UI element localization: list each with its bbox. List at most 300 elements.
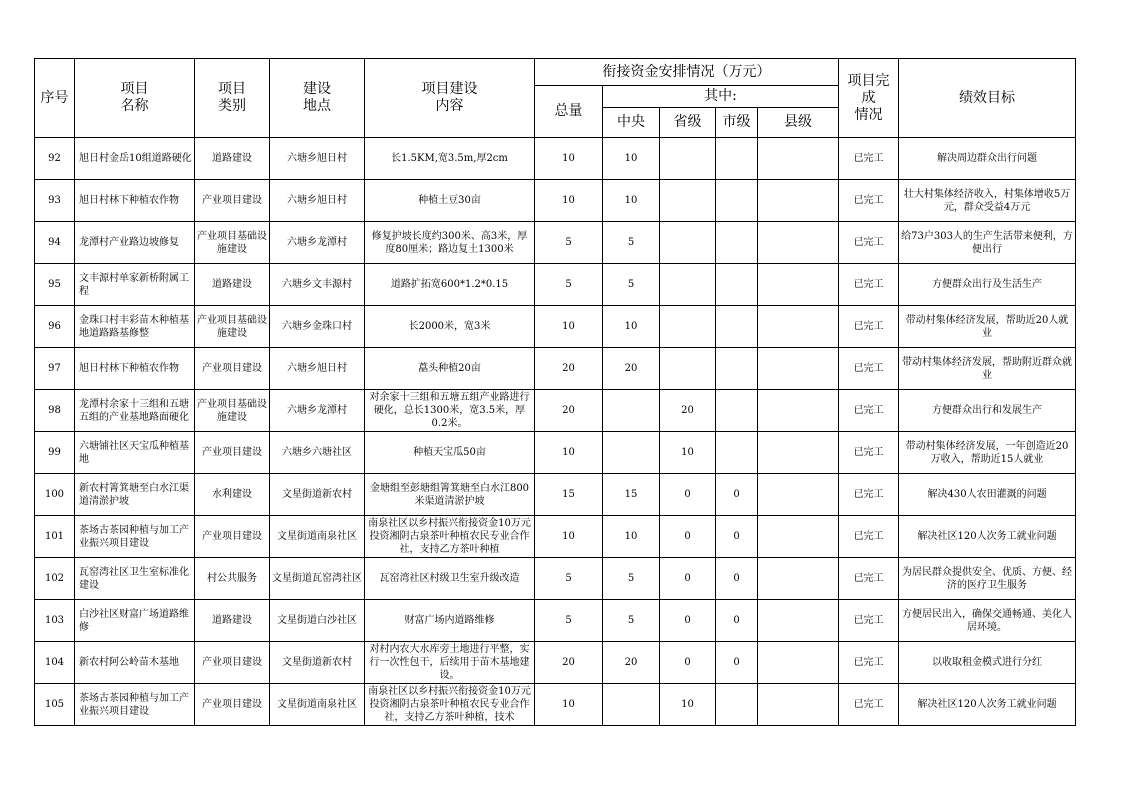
cell-type <box>195 516 270 558</box>
cell-type-text: 产业项目建设 <box>202 363 262 374</box>
cell-status-text: 已完工 <box>853 531 884 542</box>
cell-province <box>660 390 716 432</box>
cell-location-text: 六塘乡旭日村 <box>287 363 347 374</box>
cell-status-text: 已完工 <box>853 321 884 332</box>
cell-content-text: 种植土豆30亩 <box>418 195 481 206</box>
cell-name-text: 旭日村金岳10组道路硬化 <box>79 153 192 164</box>
cell-location <box>270 222 365 264</box>
table-row <box>35 474 1076 516</box>
cell-total-text: 20 <box>562 657 575 668</box>
cell-status <box>839 600 899 642</box>
cell-central <box>603 180 660 222</box>
cell-total-text: 5 <box>565 237 572 248</box>
cell-seq-text: 105 <box>44 699 65 710</box>
cell-central <box>603 684 660 726</box>
cell-content-text: 修复护坡长度约300米、高3米，厚度80厘米；路边复土1300米 <box>371 230 528 255</box>
cell-total-text: 10 <box>562 699 575 710</box>
table-row <box>35 432 1076 474</box>
cell-seq <box>35 516 75 558</box>
cell-type-text: 产业项目基础设施建设 <box>197 230 267 255</box>
cell-status <box>839 432 899 474</box>
cell-seq <box>35 600 75 642</box>
cell-location <box>270 642 365 684</box>
cell-goal <box>899 642 1076 684</box>
cell-goal <box>899 684 1076 726</box>
cell-goal-text: 解决社区120人次务工就业问题 <box>917 531 1057 542</box>
cell-location-text: 六塘乡文丰源村 <box>282 279 352 290</box>
cell-province <box>660 558 716 600</box>
cell-content <box>365 306 535 348</box>
cell-seq-text: 98 <box>48 405 61 416</box>
cell-type-text: 产业项目建设 <box>202 195 262 206</box>
cell-total <box>535 348 603 390</box>
cell-name <box>75 222 195 264</box>
cell-name <box>75 264 195 306</box>
cell-type <box>195 180 270 222</box>
cell-goal <box>899 264 1076 306</box>
cell-central <box>603 138 660 180</box>
header-city: 市级 <box>716 108 758 138</box>
cell-county <box>758 516 839 558</box>
cell-content-text: 长1.5KM,宽3.5m,厚2cm <box>391 153 508 164</box>
cell-content <box>365 558 535 600</box>
cell-name-text: 龙潭村余家十三组和五塘五组的产业基地路面硬化 <box>79 398 189 423</box>
cell-central <box>603 474 660 516</box>
cell-status <box>839 138 899 180</box>
cell-goal <box>899 600 1076 642</box>
header-province: 省级 <box>660 108 716 138</box>
cell-county <box>758 222 839 264</box>
cell-status-text: 已完工 <box>853 279 884 290</box>
cell-content <box>365 222 535 264</box>
cell-location-text: 文星街道新农村 <box>282 489 352 500</box>
table-row <box>35 138 1076 180</box>
cell-province <box>660 642 716 684</box>
cell-status <box>839 306 899 348</box>
cell-type <box>195 264 270 306</box>
cell-total <box>535 180 603 222</box>
cell-content <box>365 474 535 516</box>
cell-central-text: 10 <box>624 321 638 332</box>
cell-county <box>758 348 839 390</box>
cell-seq <box>35 264 75 306</box>
cell-type <box>195 348 270 390</box>
cell-location-text: 文星街道南泉社区 <box>277 699 357 710</box>
cell-total-text: 5 <box>565 279 572 290</box>
cell-county <box>758 684 839 726</box>
cell-type-text: 道路建设 <box>212 615 252 626</box>
cell-status-text: 已完工 <box>853 699 884 710</box>
cell-goal-text: 解决430人农田灌溉的问题 <box>927 489 1047 500</box>
cell-content-text: 瓦窑湾社区村级卫生室升级改造 <box>379 573 520 584</box>
cell-location-text: 六塘乡龙潭村 <box>287 405 347 416</box>
cell-name <box>75 138 195 180</box>
project-table <box>34 58 1076 726</box>
cell-content <box>365 390 535 432</box>
cell-central-text: 5 <box>627 573 635 584</box>
cell-goal-text: 带动村集体经济发展，一年创造近20万收入，帮助近15人就业 <box>905 440 1069 465</box>
cell-status-text: 已完工 <box>853 153 884 164</box>
cell-central <box>603 348 660 390</box>
cell-seq <box>35 138 75 180</box>
cell-city <box>716 558 758 600</box>
cell-central-text: 20 <box>624 657 638 668</box>
cell-central <box>603 642 660 684</box>
cell-county <box>758 642 839 684</box>
cell-central-text: 5 <box>627 279 635 290</box>
cell-total <box>535 264 603 306</box>
cell-county <box>758 264 839 306</box>
cell-content-text: 金塘组至彭塘组箐箕塘至白水江800米渠道清淤护坡 <box>369 482 530 507</box>
cell-province-text: 0 <box>684 615 691 626</box>
cell-county <box>758 306 839 348</box>
cell-seq <box>35 222 75 264</box>
cell-central <box>603 432 660 474</box>
cell-status-text: 已完工 <box>853 657 884 668</box>
cell-central <box>603 222 660 264</box>
cell-name-text: 文丰源村单家新桥附属工程 <box>79 272 189 297</box>
cell-status-text: 已完工 <box>853 195 884 206</box>
cell-name-text: 茶场古茶园种植与加工产业振兴项目建设 <box>79 692 189 717</box>
cell-status-text: 已完工 <box>853 489 884 500</box>
cell-total-text: 20 <box>562 363 575 374</box>
cell-central <box>603 600 660 642</box>
cell-type-text: 产业项目建设 <box>202 447 262 458</box>
cell-name <box>75 684 195 726</box>
cell-total <box>535 600 603 642</box>
cell-name <box>75 390 195 432</box>
cell-total <box>535 642 603 684</box>
cell-location <box>270 474 365 516</box>
table-header <box>35 59 1076 138</box>
cell-province-text: 10 <box>681 699 694 710</box>
cell-goal-text: 以收取租金模式进行分红 <box>932 657 1043 668</box>
table-row <box>35 222 1076 264</box>
cell-city <box>716 474 758 516</box>
cell-content <box>365 642 535 684</box>
cell-goal-text: 给73户303人的生产生活带来便利，方便出行 <box>901 230 1073 255</box>
table-row <box>35 390 1076 432</box>
cell-content-text: 种植天宝瓜50亩 <box>413 447 486 458</box>
cell-status <box>839 642 899 684</box>
header-type: 项目 类别 <box>195 59 270 138</box>
cell-goal <box>899 390 1076 432</box>
cell-location <box>270 516 365 558</box>
cell-goal-text: 带动村集体经济发展，帮助近20人就业 <box>905 314 1069 339</box>
cell-goal <box>899 222 1076 264</box>
cell-total-text: 10 <box>562 321 575 332</box>
cell-province <box>660 600 716 642</box>
cell-location-text: 文星街道新农村 <box>282 657 352 668</box>
cell-seq-text: 95 <box>48 279 61 290</box>
cell-city <box>716 432 758 474</box>
cell-content <box>365 516 535 558</box>
cell-location-text: 六塘乡龙潭村 <box>287 237 347 248</box>
cell-total <box>535 516 603 558</box>
cell-city-text: 0 <box>733 489 740 500</box>
cell-city <box>716 348 758 390</box>
cell-seq-text: 101 <box>44 531 65 542</box>
cell-central <box>603 558 660 600</box>
cell-location <box>270 264 365 306</box>
cell-name <box>75 600 195 642</box>
cell-seq <box>35 348 75 390</box>
cell-status <box>839 390 899 432</box>
cell-name-text: 旭日村林下种植农作物 <box>79 363 179 374</box>
cell-county <box>758 138 839 180</box>
cell-seq-text: 104 <box>44 657 65 668</box>
cell-name-text: 瓦窑湾社区卫生室标准化建设 <box>79 566 189 591</box>
cell-status <box>839 474 899 516</box>
cell-goal <box>899 180 1076 222</box>
cell-name-text: 茶场古茶园种植与加工产业振兴项目建设 <box>79 524 189 549</box>
cell-central <box>603 264 660 306</box>
cell-content <box>365 432 535 474</box>
cell-province <box>660 180 716 222</box>
cell-central <box>603 390 660 432</box>
cell-type <box>195 684 270 726</box>
cell-type <box>195 390 270 432</box>
header-funds: 衔接资金安排情况（万元） <box>535 59 839 86</box>
cell-total-text: 10 <box>562 195 575 206</box>
cell-goal <box>899 432 1076 474</box>
cell-name <box>75 558 195 600</box>
cell-location-text: 文星街道南泉社区 <box>277 531 357 542</box>
cell-type-text: 产业项目建设 <box>202 531 262 542</box>
cell-seq <box>35 390 75 432</box>
cell-location-text: 六塘乡金珠口村 <box>282 321 352 332</box>
cell-central-text: 10 <box>624 195 638 206</box>
cell-total-text: 10 <box>562 153 575 164</box>
cell-city-text: 0 <box>733 573 740 584</box>
cell-content <box>365 138 535 180</box>
cell-total-text: 10 <box>562 531 575 542</box>
cell-type-text: 水利建设 <box>212 489 252 500</box>
cell-type-text: 产业项目建设 <box>202 699 262 710</box>
cell-type <box>195 432 270 474</box>
cell-total <box>535 474 603 516</box>
cell-county <box>758 600 839 642</box>
cell-type-text: 道路建设 <box>212 279 252 290</box>
table-row <box>35 600 1076 642</box>
cell-province-text: 0 <box>684 531 691 542</box>
cell-type <box>195 474 270 516</box>
cell-province-text: 0 <box>684 573 691 584</box>
cell-seq-text: 92 <box>48 153 61 164</box>
cell-city-text: 0 <box>733 531 740 542</box>
cell-seq-text: 96 <box>48 321 61 332</box>
cell-goal-text: 壮大村集体经济收入，村集体增收5万元，群众受益4万元 <box>903 188 1071 213</box>
cell-name-text: 六塘铺社区天宝瓜种植基地 <box>79 440 189 465</box>
cell-goal-text: 解决周边群众出行问题 <box>937 153 1038 164</box>
cell-name <box>75 642 195 684</box>
cell-type-text: 产业项目建设 <box>202 657 262 668</box>
cell-location <box>270 558 365 600</box>
cell-seq-text: 93 <box>48 195 61 206</box>
cell-goal <box>899 558 1076 600</box>
cell-central-text: 20 <box>624 363 638 374</box>
table-row <box>35 642 1076 684</box>
cell-content <box>365 684 535 726</box>
cell-status <box>839 558 899 600</box>
cell-central <box>603 306 660 348</box>
cell-city <box>716 390 758 432</box>
cell-county <box>758 180 839 222</box>
cell-central-text: 5 <box>627 237 635 248</box>
header-location: 建设 地点 <box>270 59 365 138</box>
cell-name-text: 新农村箐箕塘至白水江渠道清淤护坡 <box>79 482 189 507</box>
cell-status <box>839 180 899 222</box>
cell-total-text: 5 <box>565 615 572 626</box>
cell-content-text: 对余家十三组和五塘五组产业路进行硬化，总长1300米，宽3.5米，厚0.2米。 <box>369 392 530 429</box>
cell-goal-text: 方便群众出行及生活生产 <box>932 279 1043 290</box>
cell-content-text: 南泉社区以乡村振兴衔接资金10万元投资湘阴古泉茶叶种植农民专业合作社，支持乙方茶叶种植 <box>368 518 531 555</box>
cell-location <box>270 684 365 726</box>
cell-type <box>195 642 270 684</box>
cell-city <box>716 684 758 726</box>
cell-goal <box>899 348 1076 390</box>
header-central: 中央 <box>603 108 660 138</box>
cell-location-text: 六塘乡六塘社区 <box>282 447 352 458</box>
cell-status-text: 已完工 <box>853 405 884 416</box>
cell-seq-text: 99 <box>48 447 61 458</box>
cell-name-text: 白沙社区财富广场道路维修 <box>79 608 189 633</box>
cell-type-text: 村公共服务 <box>207 573 257 584</box>
cell-goal <box>899 516 1076 558</box>
cell-content <box>365 600 535 642</box>
cell-province <box>660 432 716 474</box>
cell-city <box>716 264 758 306</box>
header-county: 县级 <box>758 108 839 138</box>
cell-city <box>716 222 758 264</box>
cell-location <box>270 138 365 180</box>
cell-seq-text: 102 <box>44 573 65 584</box>
cell-content <box>365 264 535 306</box>
cell-name <box>75 348 195 390</box>
cell-status <box>839 222 899 264</box>
cell-content-text: 道路扩拓宽600*1.2*0.15 <box>390 279 509 290</box>
cell-name <box>75 180 195 222</box>
cell-status-text: 已完工 <box>853 573 884 584</box>
cell-type <box>195 558 270 600</box>
cell-total <box>535 222 603 264</box>
cell-province-text: 10 <box>681 447 694 458</box>
cell-type <box>195 306 270 348</box>
cell-total-text: 10 <box>562 447 575 458</box>
cell-status-text: 已完工 <box>853 615 884 626</box>
cell-province <box>660 138 716 180</box>
cell-goal <box>899 306 1076 348</box>
cell-total <box>535 432 603 474</box>
table-row <box>35 264 1076 306</box>
cell-central-text: 15 <box>624 489 638 500</box>
cell-location <box>270 432 365 474</box>
table-row <box>35 306 1076 348</box>
cell-seq <box>35 474 75 516</box>
table-body <box>35 138 1076 726</box>
header-status: 项目完成 情况 <box>839 59 899 138</box>
cell-location <box>270 390 365 432</box>
cell-type-text: 道路建设 <box>212 153 252 164</box>
cell-total <box>535 306 603 348</box>
cell-city-text: 0 <box>733 657 740 668</box>
table-row <box>35 558 1076 600</box>
table-row <box>35 180 1076 222</box>
cell-province-text: 20 <box>681 405 694 416</box>
cell-goal <box>899 474 1076 516</box>
cell-location <box>270 348 365 390</box>
cell-content-text: 财富广场内道路维修 <box>404 615 495 626</box>
cell-seq <box>35 558 75 600</box>
cell-goal-text: 带动村集体经济发展，帮助附近群众就业 <box>902 356 1073 381</box>
cell-seq-text: 94 <box>48 237 61 248</box>
cell-location <box>270 600 365 642</box>
cell-central-text: 10 <box>624 153 638 164</box>
cell-content <box>365 348 535 390</box>
header-of-which: 其中: <box>603 86 839 108</box>
cell-name-text: 旭日村林下种植农作物 <box>79 195 179 206</box>
cell-seq <box>35 642 75 684</box>
cell-content-text: 对村内农大水库旁土地进行平整，实行一次性包干，后续用于苗木基地建设。 <box>369 644 530 681</box>
cell-content-text: 南泉社区以乡村振兴衔接资金10万元投资湘阴古泉茶叶种植农民专业合作社，支持乙方茶叶种植，技术 <box>368 686 531 723</box>
cell-goal-text: 为居民群众提供安全、优质、方便、经济的医疗卫生服务 <box>902 566 1073 591</box>
cell-central <box>603 516 660 558</box>
cell-county <box>758 558 839 600</box>
header-goal: 绩效目标 <box>899 59 1076 138</box>
table-row <box>35 516 1076 558</box>
cell-seq <box>35 306 75 348</box>
cell-name-text: 新农村阿公岭苗木基地 <box>79 657 179 668</box>
cell-location-text: 六塘乡旭日村 <box>287 153 347 164</box>
cell-status <box>839 684 899 726</box>
cell-total <box>535 138 603 180</box>
cell-total-text: 15 <box>562 489 575 500</box>
cell-content-text: 长2000米，宽3米 <box>408 321 491 332</box>
cell-status-text: 已完工 <box>853 237 884 248</box>
cell-type <box>195 138 270 180</box>
cell-location <box>270 306 365 348</box>
cell-city <box>716 138 758 180</box>
cell-status-text: 已完工 <box>853 447 884 458</box>
cell-central-text: 10 <box>624 531 638 542</box>
cell-province <box>660 306 716 348</box>
cell-location <box>270 180 365 222</box>
header-total: 总量 <box>535 86 603 138</box>
cell-status <box>839 516 899 558</box>
cell-total-text: 20 <box>562 405 575 416</box>
cell-location-text: 文星街道白沙社区 <box>277 615 357 626</box>
cell-type-text: 产业项目基础设施建设 <box>197 314 267 339</box>
cell-location-text: 六塘乡旭日村 <box>287 195 347 206</box>
cell-seq-text: 100 <box>44 489 65 500</box>
cell-total <box>535 390 603 432</box>
table-row <box>35 348 1076 390</box>
cell-name-text: 金珠口村丰彩苗木种植基地道路路基修整 <box>79 314 189 339</box>
cell-name <box>75 432 195 474</box>
cell-province <box>660 516 716 558</box>
cell-county <box>758 432 839 474</box>
cell-county <box>758 390 839 432</box>
cell-province-text: 0 <box>684 657 691 668</box>
cell-seq <box>35 432 75 474</box>
cell-province-text: 0 <box>684 489 691 500</box>
cell-province <box>660 474 716 516</box>
cell-name <box>75 474 195 516</box>
cell-city-text: 0 <box>733 615 740 626</box>
cell-city <box>716 180 758 222</box>
cell-province <box>660 264 716 306</box>
cell-status-text: 已完工 <box>853 363 884 374</box>
